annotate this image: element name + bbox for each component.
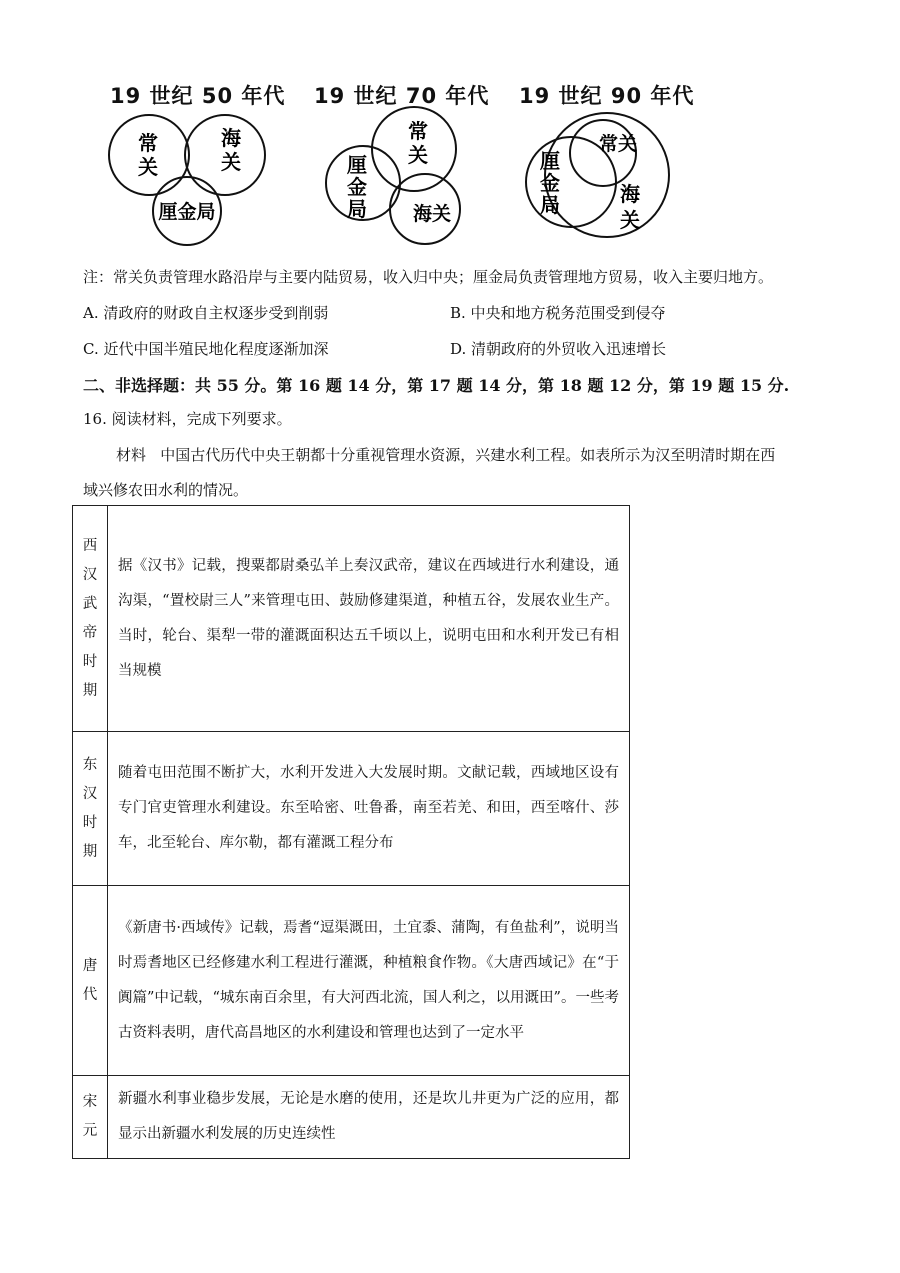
content-cell: 随着屯田范围不断扩大，水利开发进入大发展时期。文献记载，西域地区设有专门官吏管理水利建设。东至哈密、吐鲁番，南至若羌、和田，西至喀什、莎车，北至轮台、库尔勒，都有灌溉工程分布 [108, 732, 630, 886]
label-jin: 金 [347, 175, 367, 199]
question-intro: 16. 阅读材料，完成下列要求。 [83, 410, 292, 428]
circle-haiguan [545, 113, 669, 237]
label-hai: 海 [620, 182, 640, 206]
label-li: 厘 [347, 153, 367, 177]
label-guan: 关 [138, 155, 158, 179]
irrigation-table [72, 505, 630, 1159]
option-c: C. 近代中国半殖民地化程度逐渐加深 [83, 340, 329, 358]
content-cell: 据《汉书》记载，搜粟都尉桑弘羊上奏汉武帝，建议在西域进行水利建设，通沟渠，“置校尉三人”来管理屯田、鼓励修建渠道，种植五谷，发展农业生产。当时，轮台、渠犁一带的灌溉面积达五千顷以上，说明屯田和水利开发已有相当规模 [108, 506, 630, 732]
label-ju: 局 [347, 197, 367, 221]
venn-diagram-1890s [520, 105, 685, 245]
label-hai: 海 [221, 126, 241, 150]
label-jin: 金 [540, 171, 560, 195]
table-row [73, 1076, 630, 1159]
option-a: A. 清政府的财政自主权逐步受到削弱 [83, 304, 329, 322]
period-cell: 东 汉 时 期 [73, 732, 108, 886]
material-line-1: 材料 中国古代历代中央王朝都十分重视管理水资源，兴建水利工程。如表所示为汉至明清时期在西 [116, 446, 776, 464]
venn-diagram-1850s [100, 105, 280, 250]
table-row [73, 732, 630, 886]
diagram-title-1870s: 19 世纪 70 年代 [314, 84, 490, 108]
label-ju: 局 [540, 193, 560, 217]
material-line-2: 域兴修农田水利的情况。 [83, 481, 249, 499]
content-cell: 《新唐书·西域传》记载，焉耆“逗渠溉田，土宜黍、蒲陶，有鱼盐利”，说明当时焉耆地区已经修建水利工程进行灌溉，种植粮食作物。《大唐西域记》在“于阗篇”中记载，“城东南百余里，有大河西北流，国人利之，以用溉田”。一些考古资料表明，唐代高昌地区的水利建设和管理也达到了一定水平 [108, 886, 630, 1076]
label-li: 厘 [540, 149, 560, 173]
label-guan: 关 [408, 143, 428, 167]
label-chang: 常 [138, 131, 158, 155]
label-lijinju: 厘金局 [158, 201, 216, 223]
label-guan-2: 关 [221, 150, 241, 174]
diagram-title-1850s: 19 世纪 50 年代 [110, 84, 286, 108]
diagram-note: 注：常关负责管理水路沿岸与主要内陆贸易，收入归中央；厘金局负责管理地方贸易，收入主要归地方。 [83, 268, 774, 286]
option-d: D. 清朝政府的外贸收入迅速增长 [450, 340, 667, 358]
label-guan: 关 [620, 208, 640, 232]
period-cell: 宋 元 [73, 1076, 108, 1159]
option-b: B. 中央和地方税务范围受到侵夺 [450, 304, 666, 322]
venn-diagram-1870s [320, 105, 480, 250]
period-cell: 西 汉 武 帝 时 期 [73, 506, 108, 732]
label-haiguan: 海关 [412, 203, 452, 225]
content-cell: 新疆水利事业稳步发展，无论是水磨的使用，还是坎儿井更为广泛的应用，都显示出新疆水利发展的历史连续性 [108, 1076, 630, 1159]
period-cell: 唐 代 [73, 886, 108, 1076]
section-heading: 二、非选择题：共 55 分。第 16 题 14 分，第 17 题 14 分，第 18 题 12 分，第 19 题 15 分. [83, 376, 790, 395]
table-row [73, 506, 630, 732]
diagram-title-1890s: 19 世纪 90 年代 [519, 84, 695, 108]
label-changguan: 常关 [598, 133, 638, 155]
table-row [73, 886, 630, 1076]
label-chang: 常 [408, 119, 428, 143]
